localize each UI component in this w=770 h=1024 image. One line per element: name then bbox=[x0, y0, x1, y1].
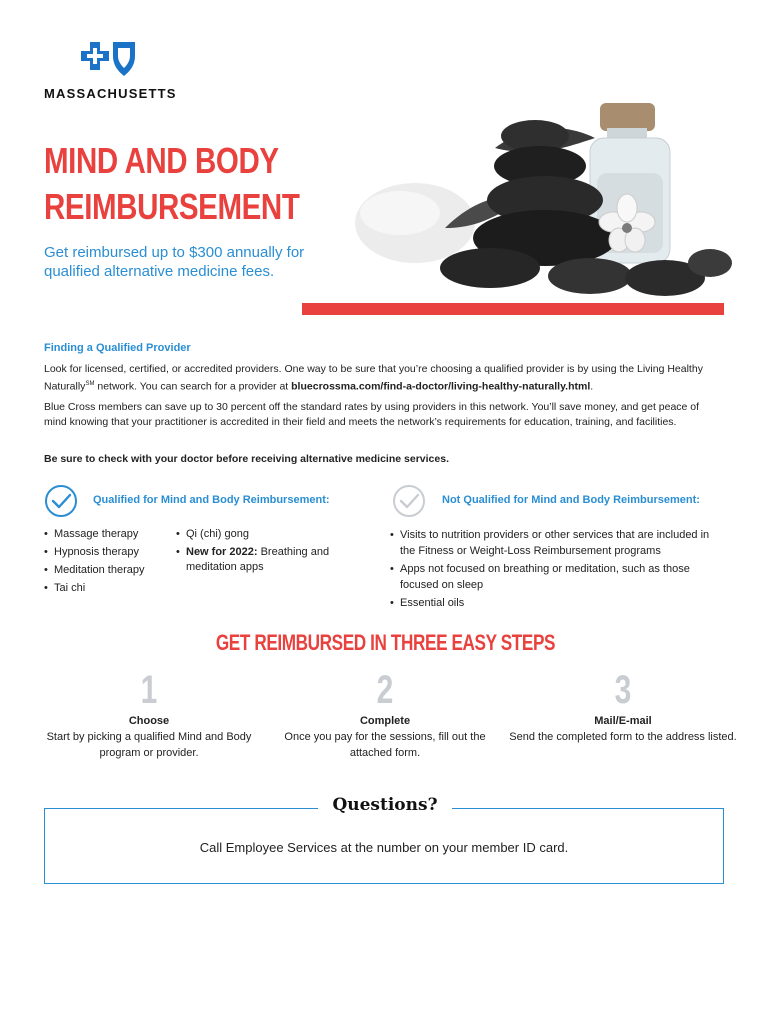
list-item: • Massage therapy bbox=[44, 527, 174, 542]
brand-name: MASSACHUSETTS bbox=[44, 86, 177, 101]
steps-heading-text: GET REIMBURSED IN THREE EASY STEPS bbox=[215, 630, 555, 655]
list-item: • Tai chi bbox=[44, 581, 174, 596]
step-description: Start by picking a qualified Mind and Body program or provider. bbox=[46, 731, 252, 759]
list-item: • Apps not focused on breathing or meditation, such as those focused on sleep bbox=[390, 561, 725, 593]
questions-title: Questions? bbox=[318, 795, 452, 815]
list-item: • Essential oils bbox=[390, 595, 725, 611]
blue-cross-blue-shield-logo-icon bbox=[80, 40, 140, 80]
not-qualified-heading: Not Qualified for Mind and Body Reimbursement: bbox=[442, 494, 700, 506]
step-1 bbox=[34, 666, 264, 761]
step-description: Once you pay for the sessions, fill out the attached form. bbox=[284, 731, 486, 759]
service-mark: SM bbox=[85, 381, 95, 387]
not-qualified-list bbox=[390, 527, 725, 613]
new-badge-text: New for 2022: bbox=[186, 546, 258, 558]
spa-stones-image bbox=[345, 78, 735, 303]
list-item: • Meditation therapy bbox=[44, 563, 174, 578]
accent-bar bbox=[302, 303, 724, 315]
provider-search-link[interactable]: bluecrossma.com/find-a-doctor/living-healthy-naturally.html bbox=[291, 380, 591, 393]
provider-text-a: Look for licensed, certified, or accredited providers. One way to be sure that you’re choosing a qualified provider is by using the Living Healthy Naturally bbox=[44, 363, 703, 393]
checkmark-circle-muted-icon bbox=[392, 484, 426, 518]
step-2 bbox=[270, 666, 500, 761]
qualified-list-col1 bbox=[44, 527, 174, 599]
list-item bbox=[176, 545, 351, 575]
list-item: • Visits to nutrition providers or other services that are included in the Fitness or Weight-Loss Reimbursement programs bbox=[390, 527, 725, 559]
provider-text-end: . bbox=[590, 380, 594, 393]
list-item: • Hypnosis therapy bbox=[44, 545, 174, 560]
step-number: 2 bbox=[376, 668, 394, 712]
header-logo bbox=[44, 40, 184, 104]
title-line-2: REIMBURSEMENT bbox=[44, 186, 300, 227]
steps-heading bbox=[0, 630, 770, 656]
step-3 bbox=[508, 666, 738, 745]
provider-text-b: network. You can search for a provider at bbox=[94, 380, 292, 393]
section-heading-provider: Finding a Qualified Provider bbox=[44, 342, 191, 354]
provider-warning: Be sure to check with your doctor before receiving alternative medicine services. bbox=[44, 453, 449, 465]
step-number: 3 bbox=[614, 668, 632, 712]
questions-text: Call Employee Services at the number on your member ID card. bbox=[199, 840, 569, 855]
qualified-heading: Qualified for Mind and Body Reimbursement: bbox=[93, 494, 330, 506]
step-name: Complete bbox=[359, 715, 411, 727]
page-subtitle: Get reimbursed up to $300 annually for qualified alternative medicine fees. bbox=[44, 244, 305, 280]
list-item-text: Breathing and meditation apps bbox=[186, 546, 330, 573]
step-name: Choose bbox=[128, 715, 170, 727]
step-description: Send the completed form to the address listed. bbox=[509, 731, 737, 743]
checkmark-circle-icon bbox=[44, 484, 78, 518]
qualified-list-col2 bbox=[176, 527, 351, 578]
provider-paragraph-1 bbox=[44, 362, 724, 395]
list-item: • Qi (chi) gong bbox=[176, 527, 351, 542]
step-number: 1 bbox=[140, 668, 158, 712]
title-line-1: MIND AND BODY bbox=[44, 140, 279, 181]
provider-paragraph-2: Blue Cross members can save up to 30 percent off the standard rates by using providers in this network. You’ll save money, and get peace of mind knowing that your practitioner is accredited in their field and meets the network’s requirements for education, training, and facilities. bbox=[44, 401, 700, 428]
step-name: Mail/E-mail bbox=[594, 715, 652, 727]
page-title bbox=[44, 138, 300, 230]
